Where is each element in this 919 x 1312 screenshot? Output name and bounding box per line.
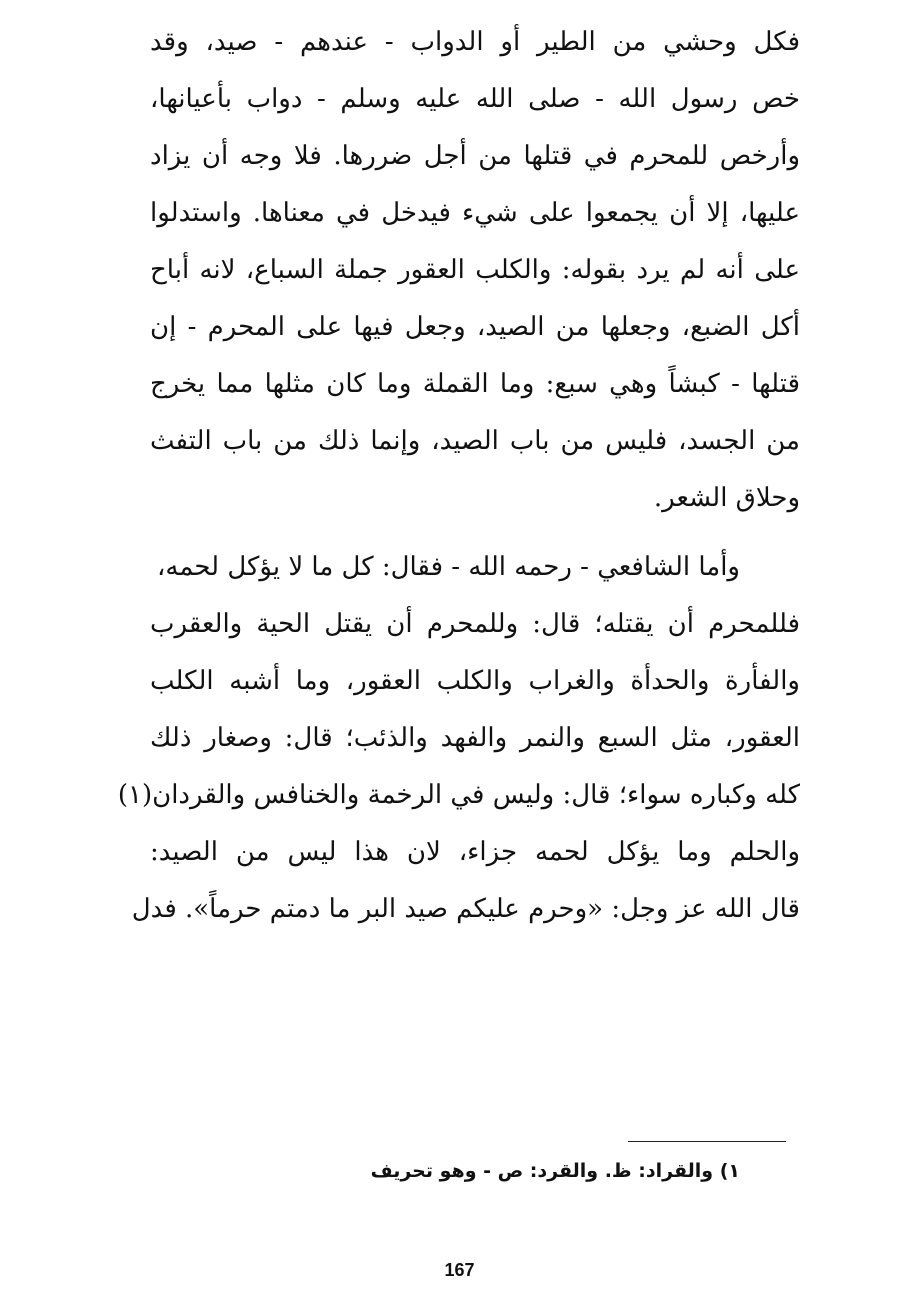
text-line: وحلاق الشعر. <box>653 483 800 513</box>
paragraph-1 <box>150 14 800 527</box>
footnote-separator <box>628 1141 786 1142</box>
text-line: فللمحرم أن يقتله؛ قال: وللمحرم أن يقتل الحية والعقرب <box>150 609 800 639</box>
text-line: عليها، إلا أن يجمعوا على شيء فيدخل في معناها. واستدلوا <box>150 198 800 228</box>
text-line: قتلها - كبشاً وهي سبع: وما القملة وما كان مثلها مما يخرج <box>150 369 800 399</box>
text-line: العقور، مثل السبع والنمر والفهد والذئب؛ قال: وصغار ذلك <box>150 723 800 753</box>
text-line: وأما الشافعي - رحمه الله - فقال: كل ما لا يؤكل لحمه، <box>156 552 740 582</box>
text-line: كله وكباره سواء؛ قال: وليس في الرخمة والخنافس والقردان(١) <box>117 780 800 810</box>
paragraph-2 <box>117 539 800 938</box>
text-line: وأرخص للمحرم في قتلها من أجل ضررها. فلا وجه أن يزاد <box>150 141 800 171</box>
text-line: على أنه لم يرد بقوله: والكلب العقور جملة السباع، لانه أباح <box>150 255 800 285</box>
text-line: من الجسد، فليس من باب الصيد، وإنما ذلك من باب التفث <box>150 426 800 456</box>
text-line: قال الله عز وجل: «وحرم عليكم صيد البر ما دمتم حرماً». فدل <box>131 894 800 924</box>
page-number: 167 <box>444 1260 475 1280</box>
text-line: أكل الضبع، وجعلها من الصيد، وجعل فيها على المحرم - إن <box>150 312 800 342</box>
text-line: خص رسول الله - صلى الله عليه وسلم - دواب بأعيانها، <box>150 84 800 114</box>
footnote: ١) والقراد: ظ. والقرد: ص - وهو تحريف <box>370 1160 740 1182</box>
text-line: والحلم وما يؤكل لحمه جزاء، لان هذا ليس من الصيد: <box>150 837 800 867</box>
text-line: فكل وحشي من الطير أو الدواب - عندهم - صيد، وقد <box>150 27 800 57</box>
text-line: والفأرة والحدأة والغراب والكلب العقور، وما أشبه الكلب <box>150 666 800 696</box>
